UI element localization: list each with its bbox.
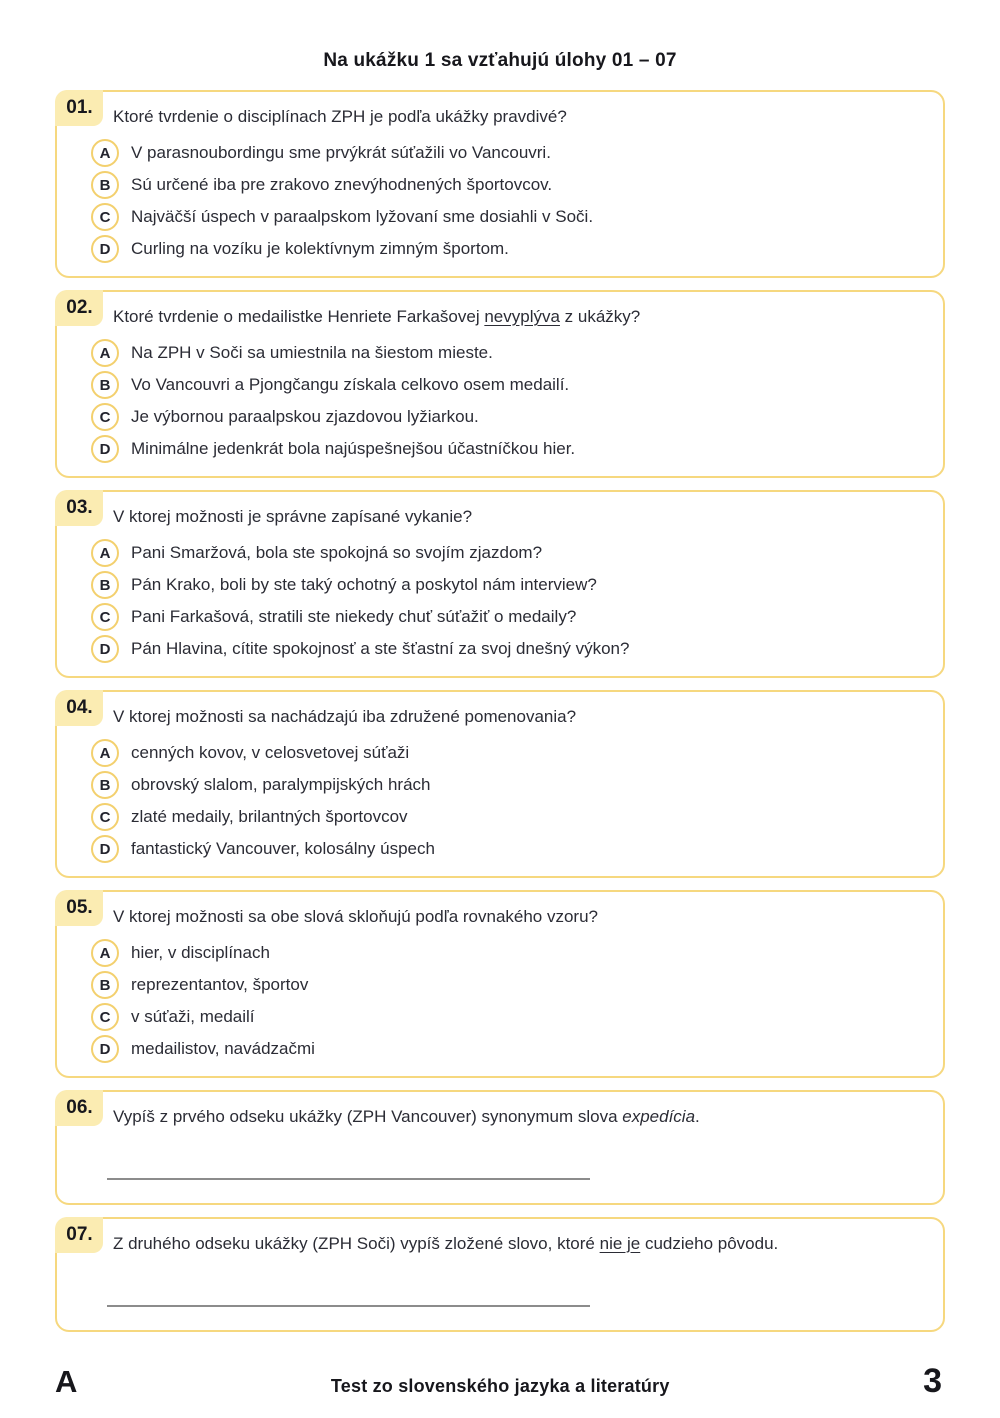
options-list xyxy=(57,739,925,863)
option-text: Sú určené iba pre zrakovo znevýhodnených športovcov. xyxy=(131,175,553,194)
option-text: cenných kovov, v celosvetovej súťaži xyxy=(131,743,410,762)
page-title: Na ukážku 1 sa vzťahujú úlohy 01 – 07 xyxy=(323,50,677,71)
option-text: Najväčší úspech v paraalpskom lyžovaní sme dosiahli v Soči. xyxy=(131,207,594,226)
option-letter-badge: B xyxy=(91,771,119,799)
option-text: Vo Vancouvri a Pjongčangu získala celkovo osem medailí. xyxy=(131,375,570,394)
question-prompt xyxy=(113,303,925,328)
option-text: Na ZPH v Soči sa umiestnila na šiestom mieste. xyxy=(131,343,493,362)
option-row xyxy=(91,939,925,967)
prompt-text: z ukážky? xyxy=(559,307,641,326)
option-row xyxy=(91,371,925,399)
question-number-badge: 01. xyxy=(55,90,103,126)
option-row xyxy=(91,339,925,367)
option-row xyxy=(91,635,925,663)
question-prompt xyxy=(113,703,925,728)
option-text: Curling na vozíku je kolektívnym zimným športom. xyxy=(131,239,509,258)
prompt-text: . xyxy=(695,1107,700,1126)
question-box-07 xyxy=(55,1217,945,1332)
option-letter-badge: C xyxy=(91,603,119,631)
question-box-05 xyxy=(55,890,945,1078)
option-row xyxy=(91,835,925,863)
option-text: v súťaži, medailí xyxy=(131,1007,255,1026)
question-box-03 xyxy=(55,490,945,678)
option-letter-badge: A xyxy=(91,339,119,367)
prompt-text: V ktorej možnosti je správne zapísané vykanie? xyxy=(113,507,473,526)
option-row xyxy=(91,235,925,263)
answer-line xyxy=(107,1178,590,1180)
option-letter-badge: B xyxy=(91,171,119,199)
option-letter-badge: D xyxy=(91,435,119,463)
option-row xyxy=(91,171,925,199)
prompt-text: Ktoré tvrdenie o disciplínach ZPH je podľa ukážky pravdivé? xyxy=(113,107,567,126)
option-text: reprezentantov, športov xyxy=(131,975,309,994)
question-prompt xyxy=(113,103,925,128)
question-prompt xyxy=(113,1103,925,1128)
option-row xyxy=(91,803,925,831)
option-row xyxy=(91,1003,925,1031)
footer-form-code: A xyxy=(55,1364,78,1399)
options-list xyxy=(57,139,925,263)
prompt-text: Z druhého odseku ukážky (ZPH Soči) vypíš zložené slovo, ktoré xyxy=(113,1234,600,1253)
question-prompt xyxy=(113,1230,925,1255)
option-text: V parasnoubordingu sme prvýkrát súťažili vo Vancouvri. xyxy=(131,143,551,162)
option-letter-badge: C xyxy=(91,203,119,231)
question-box-01 xyxy=(55,90,945,278)
question-box-02 xyxy=(55,290,945,478)
question-number-badge: 06. xyxy=(55,1090,103,1126)
option-row xyxy=(91,771,925,799)
option-row xyxy=(91,1035,925,1063)
option-letter-badge: D xyxy=(91,1035,119,1063)
option-row xyxy=(91,603,925,631)
footer-test-name: Test zo slovenského jazyka a literatúry xyxy=(330,1376,670,1396)
question-number-badge: 07. xyxy=(55,1217,103,1253)
option-letter-badge: B xyxy=(91,971,119,999)
option-text: Pán Hlavina, cítite spokojnosť a ste šťastní za svoj dnešný výkon? xyxy=(131,639,630,658)
prompt-italic-text: expedícia xyxy=(622,1107,696,1126)
option-text: hier, v disciplínach xyxy=(131,943,270,962)
option-letter-badge: A xyxy=(91,739,119,767)
question-box-04 xyxy=(55,690,945,878)
option-text: fantastický Vancouver, kolosálny úspech xyxy=(131,839,435,858)
options-list xyxy=(57,539,925,663)
options-list xyxy=(57,939,925,1063)
option-text: Je výbornou paraalpskou zjazdovou lyžiarkou. xyxy=(131,407,479,426)
option-row xyxy=(91,203,925,231)
option-letter-badge: D xyxy=(91,835,119,863)
prompt-text: V ktorej možnosti sa obe slová skloňujú podľa rovnakého vzoru? xyxy=(113,907,599,926)
option-letter-badge: B xyxy=(91,571,119,599)
option-text: zlaté medaily, brilantných športovcov xyxy=(131,807,408,826)
option-letter-badge: C xyxy=(91,1003,119,1031)
prompt-text: Vypíš z prvého odseku ukážky (ZPH Vancouver) synonymum slova xyxy=(113,1107,623,1126)
answer-line xyxy=(107,1305,590,1307)
question-prompt xyxy=(113,503,925,528)
option-letter-badge: D xyxy=(91,635,119,663)
footer-page-number: 3 xyxy=(923,1362,942,1400)
option-letter-badge: A xyxy=(91,539,119,567)
option-row xyxy=(91,435,925,463)
option-row xyxy=(91,571,925,599)
question-prompt xyxy=(113,903,925,928)
prompt-underlined-text: nevyplýva xyxy=(484,307,560,326)
option-letter-badge: C xyxy=(91,403,119,431)
option-letter-badge: A xyxy=(91,139,119,167)
option-row xyxy=(91,539,925,567)
page-footer xyxy=(55,1362,942,1401)
question-number-badge: 03. xyxy=(55,490,103,526)
option-row xyxy=(91,971,925,999)
question-box-06 xyxy=(55,1090,945,1205)
option-text: Minimálne jedenkrát bola najúspešnejšou účastníčkou hier. xyxy=(131,439,576,458)
option-text: Pán Krako, boli by ste taký ochotný a poskytol nám interview? xyxy=(131,575,597,594)
question-number-badge: 05. xyxy=(55,890,103,926)
option-text: medailistov, navádzačmi xyxy=(131,1039,315,1058)
option-text: Pani Farkašová, stratili ste niekedy chuť súťažiť o medaily? xyxy=(131,607,577,626)
options-list xyxy=(57,339,925,463)
option-letter-badge: B xyxy=(91,371,119,399)
prompt-text: V ktorej možnosti sa nachádzajú iba združené pomenovania? xyxy=(113,707,577,726)
questions-list xyxy=(55,90,945,1332)
option-row xyxy=(91,139,925,167)
option-letter-badge: A xyxy=(91,939,119,967)
option-row xyxy=(91,739,925,767)
option-text: Pani Smaržová, bola ste spokojná so svojím zjazdom? xyxy=(131,543,543,562)
option-letter-badge: D xyxy=(91,235,119,263)
question-number-badge: 02. xyxy=(55,290,103,326)
question-number-badge: 04. xyxy=(55,690,103,726)
option-letter-badge: C xyxy=(91,803,119,831)
prompt-text: Ktoré tvrdenie o medailistke Henriete Farkašovej xyxy=(113,307,485,326)
prompt-text: cudzieho pôvodu. xyxy=(640,1234,779,1253)
option-text: obrovský slalom, paralympijských hrách xyxy=(131,775,431,794)
option-row xyxy=(91,403,925,431)
prompt-underlined-text: nie je xyxy=(599,1234,641,1253)
